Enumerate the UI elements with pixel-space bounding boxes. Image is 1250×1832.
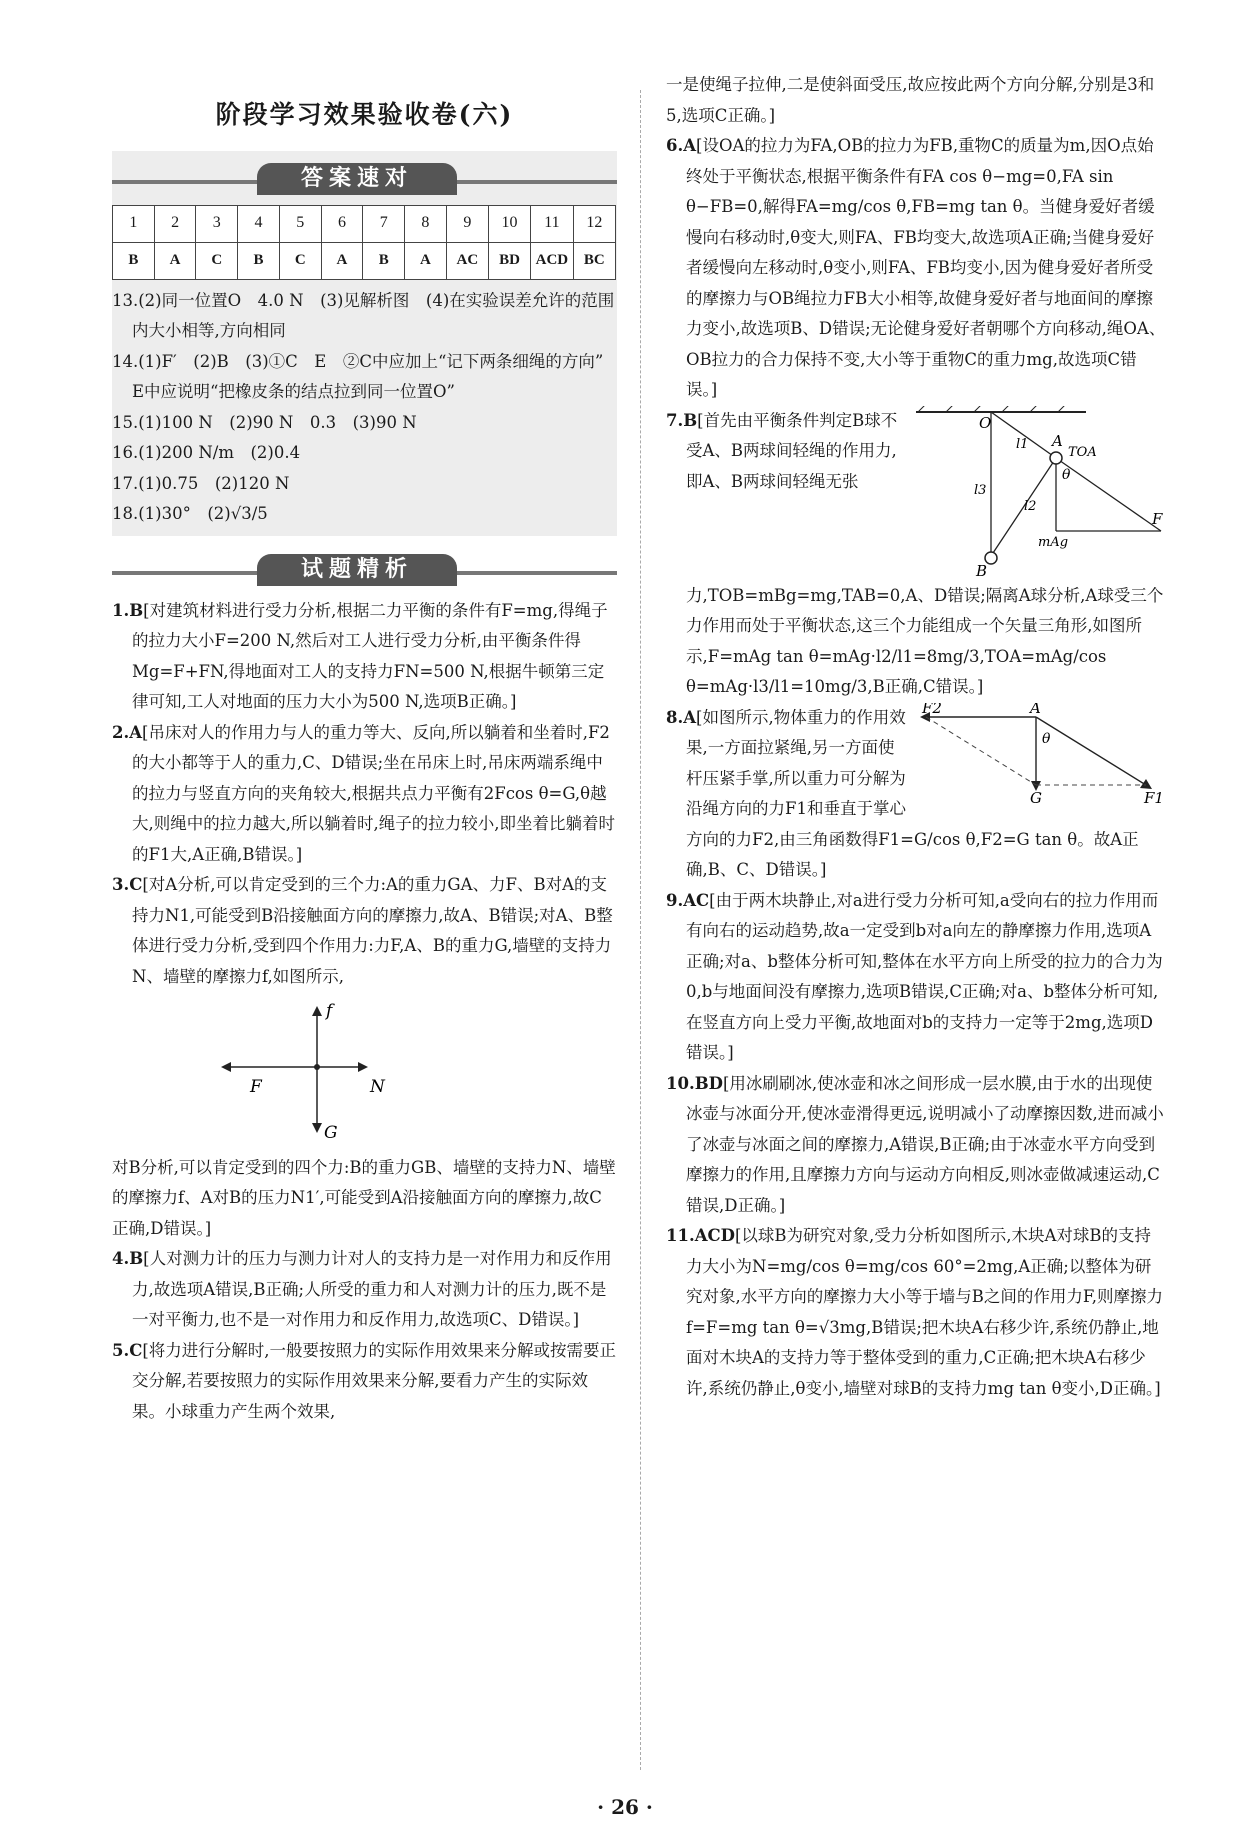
- page-number: · 26 ·: [597, 1795, 653, 1819]
- solution-text: [首先由平衡条件判定B球不受A、B两球间轻绳的作用力,即A、B两球间轻绳无张力,TOB=mBg=mg,TAB=0,A、D错误;隔离A球分析,A球受三个力作用而处于平衡状态,这三个力能组成一个矢量三角形,如图所示,F=mAg tan θ=mAg·l2/l1=8mg/3,TOA=mAg/cos θ=mAg·l3/l1=10mg/3,B正确,C错误。]: [686, 410, 1164, 696]
- solution-5: [112, 1336, 617, 1428]
- label-l2: l2: [1024, 498, 1037, 514]
- answer-letter: C: [196, 242, 238, 279]
- answer-table: [112, 205, 616, 280]
- answer-letter: BD: [488, 242, 530, 279]
- answer-number: 5: [279, 205, 321, 242]
- label-f: f: [326, 1001, 333, 1021]
- answer-number: 11: [531, 205, 574, 242]
- answer-number: 8: [405, 205, 447, 242]
- solution-text: [对建筑材料进行受力分析,根据二力平衡的条件有F=mg,得绳子的拉力大小F=200 N,然后对工人进行受力分析,由平衡条件得Mg=F+FN,得地面对工人的支持力FN=500 N,根据牛顿第三定律可知,工人对地面的压力大小为500 N,选项B正确。]: [132, 600, 608, 711]
- answer-number: 7: [363, 205, 405, 242]
- label-mAg: mAg: [1038, 534, 1069, 550]
- solution-number: 8.A: [666, 707, 697, 727]
- label-G: G: [1030, 788, 1042, 803]
- answers-banner-label: 答案速对: [257, 163, 457, 195]
- label-l1: l1: [1016, 436, 1029, 452]
- short-answer: 13.(2)同一位置O 4.0 N (3)见解析图 (4)在实验误差允许的范围内大小相等,方向相同: [112, 290, 615, 340]
- label-l3: l3: [974, 482, 987, 498]
- answer-number: 6: [321, 205, 363, 242]
- solution-3: [112, 870, 617, 992]
- arrow-right-icon: [1140, 779, 1152, 789]
- page-title: 阶段学习效果验收卷(六): [215, 100, 514, 129]
- answer-letter: C: [279, 242, 321, 279]
- dashed-parallel: [926, 717, 1036, 785]
- answer-number: 1: [113, 205, 155, 242]
- solution-5-cont: 一是使绳子拉伸,二是使斜面受压,故应按此两个方向分解,分别是3和5,选项C正确。]: [666, 75, 1155, 125]
- solution-number: 7.B: [666, 410, 698, 430]
- label-F2: F2: [922, 702, 942, 717]
- short-answer: 16.(1)200 N/m (2)0.4: [112, 443, 301, 462]
- label-A: A: [1030, 702, 1041, 717]
- solution-number: 4.B: [112, 1249, 144, 1268]
- short-answer: 14.(1)F′ (2)B (3)①C E ②C中应加上“记下两条细绳的方向” E中应说明“把橡皮条的结点拉到同一位置O”: [112, 351, 620, 401]
- solution-text: [对A分析,可以肯定受到的三个力:A的重力GA、力F、B对A的支持力N1,可能受到B沿接触面方向的摩擦力,故A、B错误;对A、B整体进行受力分析,受到四个作用力:力F,A、B的重力G,墙壁的支持力N、墙壁的摩擦力f,如图所示,: [132, 875, 613, 986]
- analysis-banner-label: 试题精析: [257, 554, 457, 586]
- arrow-up-icon: [312, 1006, 322, 1016]
- arrow-down-icon: [312, 1123, 322, 1133]
- solution-text: [人对测力计的压力与测力计对人的支持力是一对作用力和反作用力,故选项A错误,B正确;人所受的重力和人对测力计的压力,既不是一对平衡力,也不是一对作用力和反作用力,故选项C、D错误。]: [132, 1249, 612, 1329]
- solution-1: [112, 596, 617, 718]
- solution-number: 11.ACD: [666, 1226, 735, 1245]
- short-answer: 15.(1)100 N (2)90 N 0.3 (3)90 N: [112, 412, 417, 432]
- solution-11: [666, 1221, 1166, 1404]
- solution-text: [将力进行分解时,一般要按照力的实际作用效果来分解或按需要正交分解,若要按照力的实际作用效果来分解,要看力产生的实际效果。小球重力产生两个效果,: [132, 1340, 617, 1421]
- answer-number: 10: [488, 205, 530, 242]
- label-N: N: [370, 1077, 385, 1097]
- answer-letter: A: [154, 242, 196, 279]
- label-A: A: [1052, 431, 1063, 450]
- label-F: F: [250, 1077, 262, 1097]
- answer-letter: B: [363, 242, 405, 279]
- column-divider: [640, 90, 641, 1770]
- right-column: [666, 70, 1166, 1404]
- solution-number: 6.A: [666, 136, 697, 155]
- solution-text: [吊床对人的作用力与人的重力等大、反向,所以躺着和坐着时,F2的大小都等于人的重力,C、D错误;坐在吊床上时,吊床两端系绳中的拉力与竖直方向的夹角较大,根据共点力平衡有2Fcos θ=G,θ越大,则绳中的拉力越大,所以躺着时,绳子的拉力较小,即坐着比躺着时的F1大,A正确,B错误。]: [132, 722, 615, 864]
- tension-A: [1056, 458, 1161, 531]
- solution-number: 3.C: [112, 875, 143, 894]
- answer-letters-row: [113, 242, 616, 279]
- label-theta: θ: [1042, 730, 1051, 747]
- answer-number: 4: [238, 205, 280, 242]
- solution-text: [由于两木块静止,对a进行受力分析可知,a受向右的拉力作用而有向右的运动趋势,故a一定受到b对a向左的静摩擦力作用,选项A正确;对a、b整体分析可知,整体在水平方向上所受的拉力的合力为0,b与地面间没有摩擦力,选项B错误,C正确;对a、b整体分析可知,在竖直方向上受力平衡,故地面对b的支持力一定等于2mg,选项D错误。]: [686, 890, 1163, 1062]
- analysis-banner: [112, 554, 617, 586]
- solution-number: 9.AC: [666, 890, 710, 910]
- short-answer: 18.(1)30° (2)√3/5: [112, 504, 268, 523]
- answer-number: 12: [573, 205, 615, 242]
- label-B: B: [976, 561, 988, 580]
- solution-number: 2.A: [112, 722, 143, 742]
- solution-text: [如图所示,物体重力的作用效果,一方面拉紧绳,另一方面使杆压紧手掌,所以重力可分解为沿绳方向的力F1和垂直于掌心方向的力F2,由三角函数得F1=G/cos θ,F2=G tan θ。故A正确,B、C、D错误。]: [686, 707, 1139, 879]
- solution-4: [112, 1244, 617, 1336]
- force-F1-line: [1036, 717, 1146, 785]
- force-diagram-q7: [916, 406, 1166, 581]
- answer-number: 3: [196, 205, 238, 242]
- left-column: [112, 70, 620, 1427]
- label-F1: F1: [1144, 788, 1164, 803]
- label-G: G: [324, 1123, 338, 1142]
- solution-number: 5.C: [112, 1340, 143, 1360]
- arrow-left-icon: [221, 1062, 231, 1072]
- answer-letter: ACD: [531, 242, 574, 279]
- force-diagram-q8: [916, 703, 1166, 803]
- solution-8: [666, 703, 1166, 886]
- answer-letter: A: [321, 242, 363, 279]
- answer-number: 2: [154, 205, 196, 242]
- force-origin: [314, 1064, 320, 1070]
- solution-number: 10.BD: [666, 1073, 723, 1093]
- short-answer: 17.(1)0.75 (2)120 N: [112, 473, 290, 493]
- solution-7: [666, 406, 1166, 703]
- answer-numbers-row: [113, 205, 616, 242]
- solution-10: [666, 1069, 1166, 1222]
- solution-text: [以球B为研究对象,受力分析如图所示,木块A对球B的支持力大小为N=mg/cos θ=mg/cos 60°=2mg,A正确;以整体为研究对象,水平方向的摩擦力大小等于墙与B之间的作用力F,则摩擦力f=F=mg tan θ=√3mg,B错误;把木块A右移少许,系统仍静止,地面对木块A的支持力等于整体受到的重力,C正确;把木块A右移少许,系统仍静止,θ变小,墙壁对球B的支持力mg tan θ变小,D正确。]: [686, 1226, 1163, 1398]
- force-diagram-q3: [112, 992, 617, 1142]
- solution-2: [112, 718, 617, 871]
- label-O: O: [979, 413, 992, 432]
- ball-A: [1050, 452, 1062, 464]
- solution-text: [用冰刷刷冰,使冰壶和冰之间形成一层水膜,由于水的出现使冰壶与冰面分开,使冰壶滑得更远,说明减小了动摩擦因数,进而减小了冰壶与冰面之间的摩擦力,A错误,B正确;由于冰壶水平方向受到摩擦力的作用,且摩擦力方向与运动方向相反,则冰壶做减速运动,C错误,D正确。]: [686, 1073, 1164, 1215]
- label-F: F: [1152, 509, 1163, 528]
- answer-letter: AC: [446, 242, 488, 279]
- label-theta: θ: [1062, 466, 1071, 483]
- answer-letter: A: [405, 242, 447, 279]
- solution-3-cont: 对B分析,可以肯定受到的四个力:B的重力GB、墙壁的支持力N、墙壁的摩擦力f、A对B的压力N1′,可能受到A沿接触面方向的摩擦力,故C正确,D错误。]: [112, 1157, 616, 1238]
- answer-letter: B: [238, 242, 280, 279]
- answer-letter: B: [113, 242, 155, 279]
- arrow-right-icon: [358, 1062, 368, 1072]
- solution-9: [666, 886, 1166, 1069]
- answer-number: 9: [446, 205, 488, 242]
- answer-section: [112, 151, 620, 536]
- answers-banner: [112, 163, 617, 195]
- solution-text: [设OA的拉力为FA,OB的拉力为FB,重物C的质量为m,因O点始终处于平衡状态,根据平衡条件有FA cos θ−mg=0,FA sin θ−FB=0,解得FA=mg/cos θ,FB=mg tan θ。当健身爱好者缓慢向右移动时,θ变大,则FA、FB均变大,故选项A正确;当健身爱好者缓慢向左移动时,θ变小,则FA、FB均变小,因为健身爱好者所受的摩擦力与OB绳拉力FB大小相等,故健身爱好者与地面间的摩擦力变小,故选项B、D错误;无论健身爱好者朝哪个方向移动,绳OA、OB拉力的合力保持不变,大小等于重物C的重力mg,故选项C错误。]: [686, 136, 1166, 399]
- label-TOA: TOA: [1068, 444, 1097, 460]
- solution-number: 1.B: [112, 600, 144, 620]
- answer-letter: BC: [573, 242, 615, 279]
- solution-6: [666, 131, 1166, 406]
